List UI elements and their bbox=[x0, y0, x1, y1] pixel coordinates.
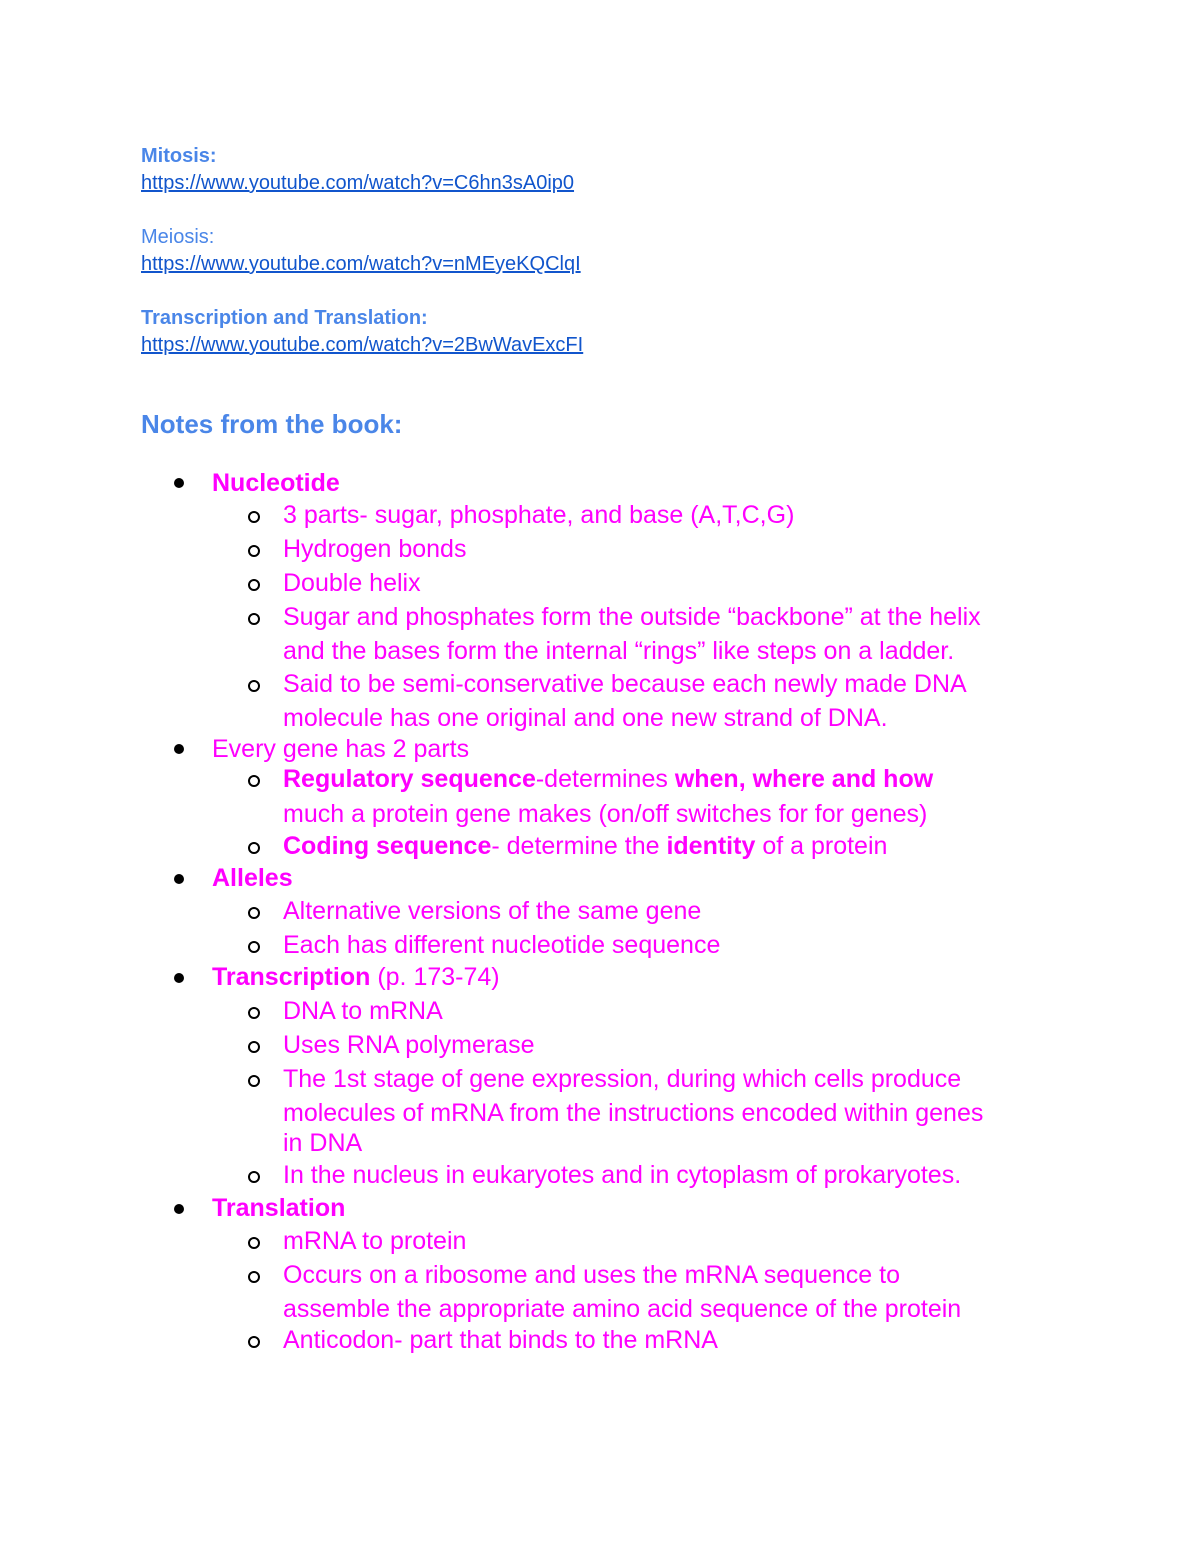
transcription-heading bbox=[212, 961, 500, 993]
list-item-continuation: in DNA bbox=[283, 1129, 363, 1157]
coding-sequence-emphasis: identity bbox=[666, 832, 756, 860]
sub-bullet-icon bbox=[248, 545, 260, 557]
list-item: The 1st stage of gene expression, during which cells produce bbox=[283, 1065, 962, 1093]
list-item: mRNA to protein bbox=[283, 1227, 467, 1255]
list-item-continuation: much a protein gene makes (on/off switches for for genes) bbox=[283, 800, 928, 828]
nucleotide-heading: Nucleotide bbox=[212, 469, 340, 497]
transcription-translation-link[interactable]: https://www.youtube.com/watch?v=2BwWavExcFI bbox=[141, 334, 584, 356]
list-item: Double helix bbox=[283, 569, 421, 597]
list-item: Said to be semi-conservative because each newly made DNA bbox=[283, 670, 967, 698]
coding-sequence-text: - determine the bbox=[491, 832, 667, 860]
sub-bullet-icon bbox=[248, 680, 260, 692]
sub-bullet-icon bbox=[248, 1336, 260, 1348]
bullet-icon bbox=[174, 1204, 184, 1214]
sub-bullet-icon bbox=[248, 842, 260, 854]
list-item: Each has different nucleotide sequence bbox=[283, 931, 721, 959]
list-item-continuation: molecules of mRNA from the instructions encoded within genes bbox=[283, 1099, 984, 1127]
translation-heading: Translation bbox=[212, 1194, 346, 1222]
sub-bullet-icon bbox=[248, 1075, 260, 1087]
bullet-icon bbox=[174, 478, 184, 488]
meiosis-link[interactable]: https://www.youtube.com/watch?v=nMEyeKQClqI bbox=[141, 253, 581, 275]
sub-bullet-icon bbox=[248, 613, 260, 625]
sub-bullet-icon bbox=[248, 1041, 260, 1053]
regulatory-sequence-text: -determines bbox=[535, 765, 675, 793]
sub-bullet-icon bbox=[248, 1171, 260, 1183]
sub-bullet-icon bbox=[248, 907, 260, 919]
mitosis-label: Mitosis: bbox=[141, 145, 217, 167]
list-item: In the nucleus in eukaryotes and in cytoplasm of prokaryotes. bbox=[283, 1161, 962, 1189]
sub-bullet-icon bbox=[248, 941, 260, 953]
sub-bullet-icon bbox=[248, 579, 260, 591]
transcription-translation-label: Transcription and Translation: bbox=[141, 307, 428, 329]
sub-bullet-icon bbox=[248, 511, 260, 523]
regulatory-sequence-term: Regulatory sequence bbox=[283, 765, 536, 793]
list-item: Uses RNA polymerase bbox=[283, 1031, 535, 1059]
list-item: Alternative versions of the same gene bbox=[283, 897, 702, 925]
list-item-continuation: and the bases form the internal “rings” like steps on a ladder. bbox=[283, 637, 955, 665]
list-item: Hydrogen bonds bbox=[283, 535, 467, 563]
transcription-pages: (p. 173-74) bbox=[370, 963, 500, 991]
bullet-icon bbox=[174, 874, 184, 884]
regulatory-sequence-item bbox=[283, 763, 933, 795]
regulatory-sequence-emphasis: when, where and how bbox=[674, 765, 934, 793]
alleles-heading: Alleles bbox=[212, 864, 293, 892]
list-item: Occurs on a ribosome and uses the mRNA sequence to bbox=[283, 1261, 900, 1289]
list-item: Sugar and phosphates form the outside “backbone” at the helix bbox=[283, 603, 981, 631]
bullet-icon bbox=[174, 744, 184, 754]
list-item: DNA to mRNA bbox=[283, 997, 443, 1025]
list-item-continuation: assemble the appropriate amino acid sequence of the protein bbox=[283, 1295, 962, 1323]
notes-title: Notes from the book: bbox=[141, 409, 403, 439]
list-item-continuation: molecule has one original and one new strand of DNA. bbox=[283, 704, 888, 732]
bullet-icon bbox=[174, 973, 184, 983]
coding-sequence-end: of a protein bbox=[755, 832, 888, 860]
list-item: 3 parts- sugar, phosphate, and base (A,T,C,G) bbox=[283, 501, 795, 529]
coding-sequence-item bbox=[283, 830, 887, 862]
transcription-term: Transcription bbox=[212, 963, 371, 991]
coding-sequence-term: Coding sequence bbox=[283, 832, 492, 860]
sub-bullet-icon bbox=[248, 1271, 260, 1283]
sub-bullet-icon bbox=[248, 775, 260, 787]
sub-bullet-icon bbox=[248, 1237, 260, 1249]
list-item: Anticodon- part that binds to the mRNA bbox=[283, 1326, 718, 1354]
mitosis-link[interactable]: https://www.youtube.com/watch?v=C6hn3sA0ip0 bbox=[141, 172, 575, 194]
meiosis-label: Meiosis: bbox=[141, 226, 215, 248]
gene-heading: Every gene has 2 parts bbox=[212, 735, 470, 763]
sub-bullet-icon bbox=[248, 1007, 260, 1019]
